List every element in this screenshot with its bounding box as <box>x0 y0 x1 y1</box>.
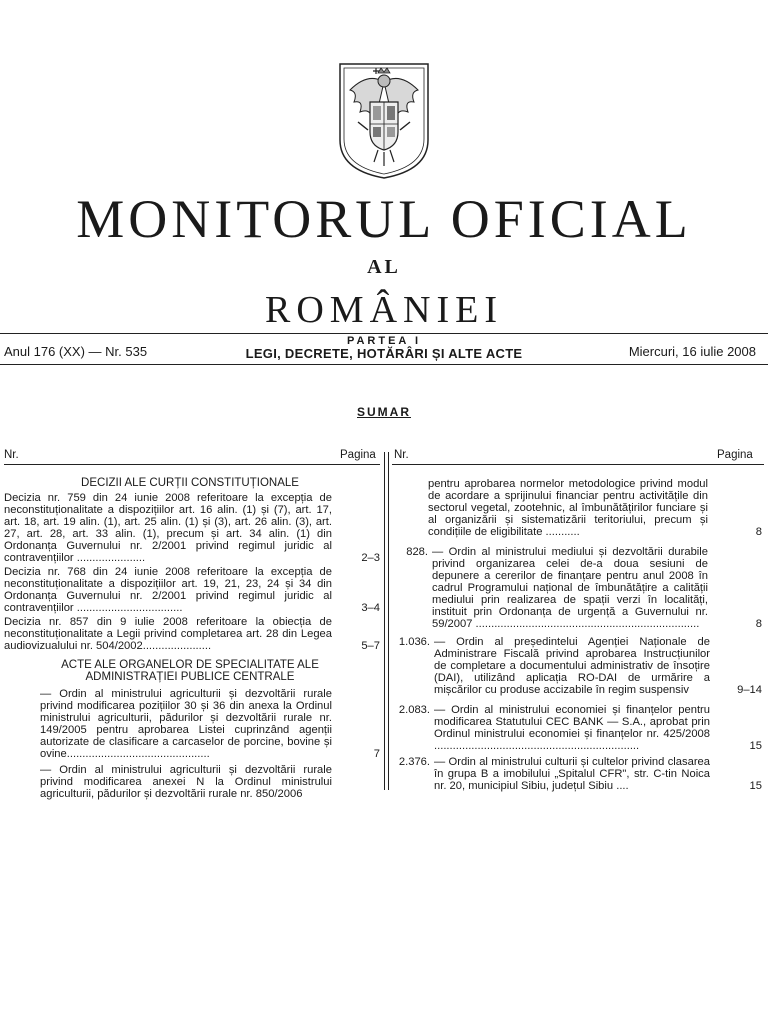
list-item <box>4 688 380 760</box>
list-item <box>4 616 380 652</box>
entry-page: 15 <box>749 740 762 752</box>
entry-text: — Ordin al președintelui Agenției Naționale de Administrare Fiscală privind aprobarea Instrucțiunilor de completare a documentului administrativ de însoțire (DAI), utilizând aplicația RO-DAI de urmărire a mișcărilor cu produse accizabile în regim suspensiv <box>434 636 710 696</box>
entry-number: 2.376. <box>398 756 430 768</box>
romania-coat-of-arms-icon <box>338 62 430 180</box>
list-item <box>392 704 762 752</box>
masthead-bottom-rule <box>0 364 768 365</box>
part-label: PARTEA I <box>346 335 422 347</box>
left-col-nr-header: Nr. <box>4 449 19 461</box>
list-item <box>392 756 762 792</box>
section-heading-ccr: DECIZII ALE CURȚII CONSTITUȚIONALE <box>81 477 299 489</box>
entry-page: 3–4 <box>361 602 380 614</box>
entry-text: Decizia nr. 768 din 24 iunie 2008 referitoare la excepția de neconstituționalitate a dispozițiilor art. 19, 21, 23, 24 și 34 din Ordonanța Guvernului nr. 2/2001 privind regimul juridic al contravențiilor .................................. <box>4 566 332 614</box>
entry-text: pentru aprobarea normelor metodologice privind modul de acordare a sprijinului financiar pentru activitățile din sectorul vegetal, zootehnic, al îmbunătățirilor funciare și al organizării și sistematizării teritoriului, precum și condițiile de eligibilitate ........... <box>428 478 708 538</box>
entry-number: 2.083. <box>398 704 430 716</box>
section-heading-admin: ACTE ALE ORGANELOR DE SPECIALITATE ALE ADMINISTRAȚIEI PUBLICE CENTRALE <box>61 659 319 683</box>
masthead-top-rule <box>0 333 768 334</box>
issue-date: Miercuri, 16 iulie 2008 <box>628 344 756 359</box>
list-item <box>4 566 380 614</box>
entry-number: 828. <box>406 546 428 558</box>
right-col-nr-header: Nr. <box>394 449 409 461</box>
entry-page: 7 <box>373 748 380 760</box>
part-description: LEGI, DECRETE, HOTĂRÂRI ȘI ALTE ACTE <box>245 346 523 361</box>
summary-title: SUMAR <box>357 405 411 419</box>
entry-text: — Ordin al ministrului agriculturii și dezvoltării rurale privind modificarea anexei N la Ordinul ministrului agriculturii, pădurilor și dezvoltării rurale nr. 850/2006 <box>40 764 332 800</box>
column-divider <box>388 452 389 790</box>
entry-page: 5–7 <box>361 640 380 652</box>
entry-text: — Ordin al ministrului economiei și finanțelor pentru modificarea Statutului CEC BANK — S.A., aprobat prin Ordinul ministrului economiei și finanțelor nr. 425/2008 .................................................................. <box>434 704 710 752</box>
left-header-rule <box>4 464 380 465</box>
publication-subtitle-country: ROMÂNIEI <box>265 289 503 331</box>
left-col-page-header: Pagina <box>340 449 376 461</box>
publication-subtitle-al: AL <box>367 256 401 278</box>
list-item <box>4 492 380 564</box>
list-item <box>392 546 762 630</box>
list-item <box>392 636 762 696</box>
entry-number: 1.036. <box>398 636 430 648</box>
column-divider <box>384 452 385 790</box>
list-item <box>4 764 380 800</box>
entry-page: 2–3 <box>361 552 380 564</box>
issue-number: Anul 176 (XX) — Nr. 535 <box>4 344 148 359</box>
entry-number <box>0 688 38 700</box>
entry-number <box>0 764 38 776</box>
entry-text: — Ordin al ministrului agriculturii și dezvoltării rurale privind modificarea pozițiilor 30 și 36 din anexa la Ordinul ministrului agriculturii, pădurilor și dezvoltării rurale nr. 149/2005 pentru aprobarea Listei cuprinzând agenții autorizate de clasificare a carcaselor de porcine, bovine și ovine.............................................. <box>40 688 332 760</box>
entry-page: 15 <box>749 780 762 792</box>
entry-page: 8 <box>755 618 762 630</box>
publication-title: MONITORUL OFICIAL <box>76 189 692 249</box>
entry-text: Decizia nr. 759 din 24 iunie 2008 referitoare la excepția de neconstituționalitate a dispozițiilor art. 16 alin. (1) și (7), art. 17, art. 18, art. 19 alin. (1), art. 25 alin. (1) și (3), art. 26 alin. (3), art. 27, art. 28, art. 33 alin. (1), precum și art. 34 alin. (1) din Ordonanța Guvernului nr. 2/2001 privind regimul juridic al contravențiilor ...................... <box>4 492 332 564</box>
entry-text: — Ordin al ministrului mediului și dezvoltării durabile privind organizarea celei de-a doua sesiuni de depunere a cererilor de finanțare pentru anul 2008 în cadrul Programului național de îmbunătățire a calității mediului prin realizarea de spații verzi în localități, instituit prin Ordonanța de urgență a Guvernului nr. 59/2007 ........................................................................ <box>432 546 708 630</box>
right-col-page-header: Pagina <box>717 449 753 461</box>
list-item <box>392 478 762 542</box>
entry-page: 9–14 <box>737 684 762 696</box>
entry-text: Decizia nr. 857 din 9 iulie 2008 referitoare la obiecția de neconstituționalitate a Legii privind completarea art. 28 din Legea audiovizualului nr. 504/2002...................... <box>4 616 332 652</box>
right-header-rule <box>392 464 764 465</box>
entry-page: 8 <box>755 526 762 538</box>
entry-text: — Ordin al ministrului culturii și cultelor privind clasarea în grupa B a imobilului „Spitalul CFR", str. C-tin Noica nr. 20, municipiul Sibiu, județul Sibiu .... <box>434 756 710 792</box>
